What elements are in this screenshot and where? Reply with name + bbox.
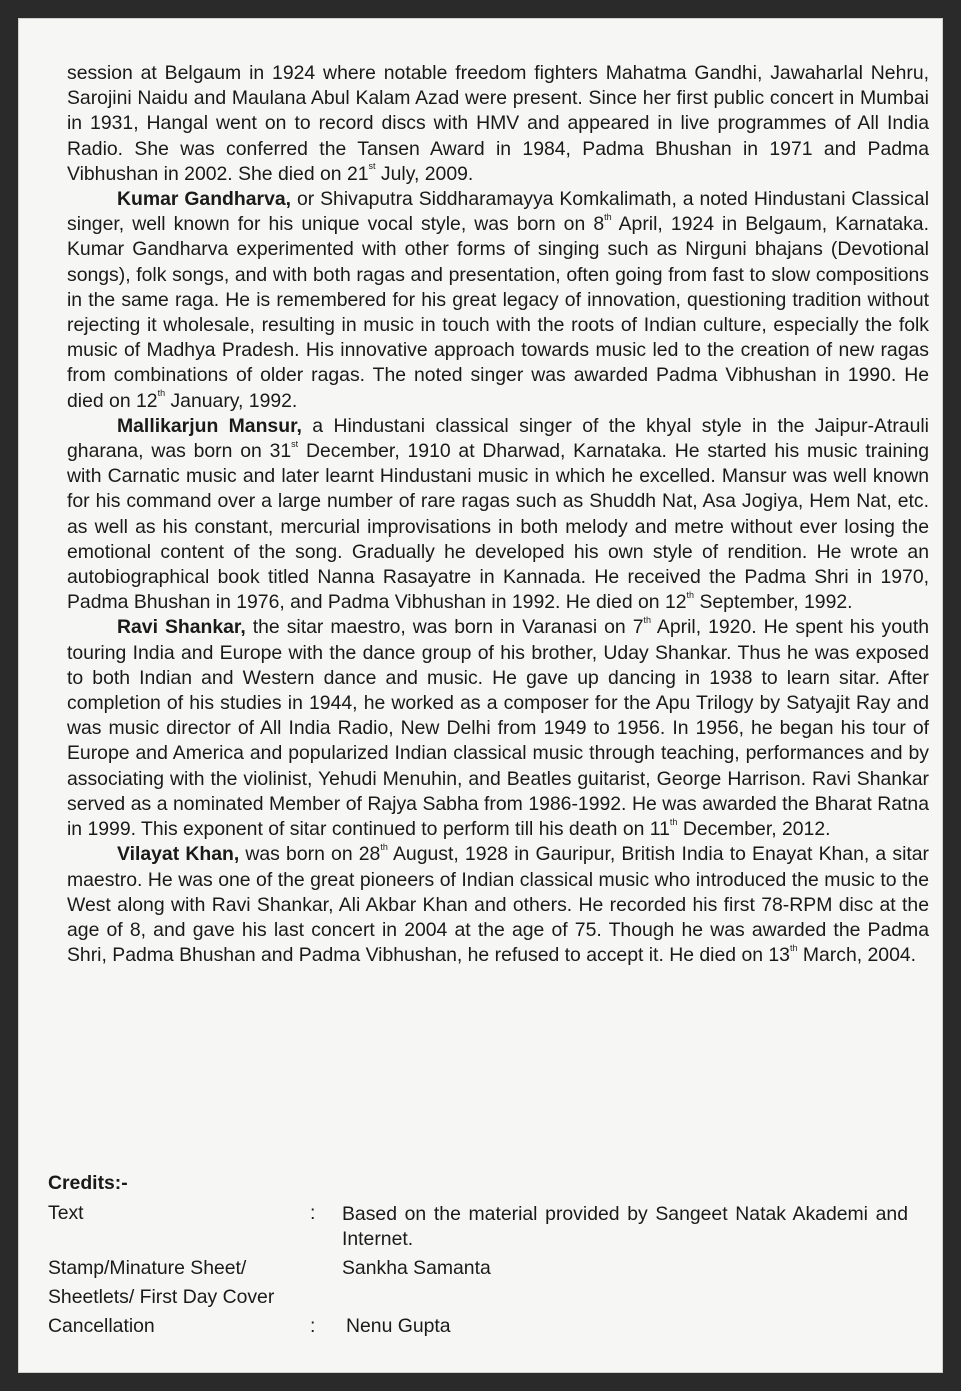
paragraph-tail: April, 1920. He spent his youth touring India and Europe with the dance group of his brother, Uday Shankar. Thus he was exposed to both Indian and Western dance and music. He gave up dancing in 1938 to learn sitar. After completion of his studies in 1944, he worked as a composer for the Apu Trilogy by Satyajit Ray and was music director of All India Radio, New Delhi from 1949 to 1956. In 1956, he began his tour of Europe and America and popularized Indian classical music through teaching, performances and by associating with the violinist, Yehudi Menuhin, and Beatles guitarist, George Harrison. Ravi Shankar served as a nominated Member of Rajya Sabha from 1986-1992. He was awarded the Bharat Ratna in 1999. This exponent of sitar continued to perform till his death on 11 — [67, 616, 929, 841]
paragraph-hangal-continued — [67, 61, 929, 187]
paragraph-tail: August, 1928 in Gauripur, British India to Enayat Khan, a sitar maestro. He was one of the great pioneers of Indian classical music who introduced the music to the West along with Ravi Shankar, Ali Akbar Khan and others. He recorded his first 78-RPM disc at the age of 8, and gave his last concert in 2004 at the age of 75. Though he was awarded the Padma Shri, Padma Bhushan and Padma Vibhushan, he refused to accept it. He died on 13 — [67, 843, 930, 967]
credit-label: Sheetlets/ First Day Cover — [48, 1286, 275, 1308]
credit-value: Nenu Gupta — [346, 1315, 451, 1337]
paragraph-tail: December, 2012. — [677, 818, 831, 841]
paragraph-text: was born on 28 — [239, 843, 381, 866]
ordinal-suffix: th — [643, 615, 652, 625]
paragraph-text: a Hindustani classical singer of the khyal style in the Jaipur-Atrauli gharana, was born on 31 — [67, 414, 929, 463]
ordinal-suffix: th — [604, 211, 612, 222]
credit-separator — [310, 1254, 342, 1283]
paragraph-text: the sitar maestro, was born in Varanasi on 7 — [245, 616, 644, 639]
paragraph-vilayat-khan — [67, 842, 929, 968]
credit-row-sheetlets — [48, 1283, 908, 1312]
paragraph-tail: September, 1992. — [694, 591, 853, 614]
paragraph-text: session at Belgaum in 1924 where notable freedom fighters Mahatma Gandhi, Jawaharlal Nehru, Sarojini Naidu and Maulana Abul Kalam Azad were present. Since her first public concert in Mumbai in 1931, Hangal went on to record discs with HMV and appeared in live programmes of All India Radio. She was conferred the Tansen Award in 1984, Padma Bhushan in 1971 and Padma Vibhushan in 2002. She died on 21 — [67, 62, 929, 185]
credit-label: Cancellation — [48, 1315, 155, 1337]
credit-row-text — [48, 1199, 908, 1252]
ordinal-suffix: st — [291, 438, 299, 449]
credit-label: Text — [48, 1202, 84, 1224]
ordinal-suffix: th — [686, 589, 695, 600]
person-name: Ravi Shankar, — [117, 616, 246, 639]
credit-separator — [310, 1283, 342, 1312]
biography-text — [67, 61, 929, 968]
credit-row-cancellation — [48, 1312, 908, 1341]
credit-value — [342, 1283, 908, 1312]
credit-label: Stamp/Minature Sheet/ — [48, 1257, 247, 1279]
credit-row-stamp — [48, 1254, 908, 1283]
paragraph-tail: July, 2009. — [375, 162, 474, 185]
credit-value: Based on the material provided by Sangeet Natak Akademi and Internet. — [342, 1203, 908, 1250]
paragraph-tail: March, 2004. — [797, 944, 917, 967]
person-name: Mallikarjun Mansur, — [117, 414, 302, 437]
credit-separator: : — [310, 1202, 316, 1224]
ordinal-suffix: th — [789, 942, 798, 953]
ordinal-suffix: th — [157, 388, 166, 399]
person-name: Kumar Gandharva, — [117, 188, 292, 211]
credits-section — [48, 1172, 908, 1341]
paragraph-kumar-gandharva — [67, 187, 929, 414]
paragraph-tail: January, 1992. — [165, 389, 298, 412]
document-sheet — [18, 18, 943, 1373]
credit-separator: : — [310, 1315, 316, 1337]
person-name: Vilayat Khan, — [117, 843, 240, 866]
paragraph-tail: December, 1910 at Dharwad, Karnataka. He started his music training with Carnatic music and later learnt Hindustani music in which he excelled. Mansur was well known for his command over a large number of rare ragas such as Shuddh Nat, Asa Jogiya, Hem Nat, etc. as well as his constant, mercurial improvisations in both melody and metre without ever losing the emotional content of the song. Gradually he developed his own style of rendition. He wrote an autobiographical book titled Nanna Rasayatre in Kannada. He received the Padma Shri in 1970, Padma Bhushan in 1976, and Padma Vibhushan in 1992. He died on 12 — [67, 440, 929, 614]
paragraph-tail: April, 1924 in Belgaum, Karnataka. Kumar Gandharva experimented with other forms of singing such as Nirguni bhajans (Devotional songs), folk songs, and with both ragas and presentation, often going from fast to slow compositions in the same raga. He is remembered for his great legacy of innovation, questioning tradition without rejecting it wholesale, resulting in music in touch with the roots of Indian culture, especially the folk music of Madhya Pradesh. His innovative approach towards music led to the creation of new ragas from combinations of older ragas. The noted singer was awarded Padma Vibhushan in 1990. He died on 12 — [67, 213, 929, 412]
paragraph-mallikarjun-mansur — [67, 414, 929, 616]
ordinal-suffix: st — [368, 161, 376, 172]
paragraph-text: or Shivaputra Siddharamayya Komkalimath, a noted Hindustani Classical singer, well known for his unique vocal style, was born on 8 — [67, 188, 929, 236]
ordinal-suffix: th — [380, 841, 388, 852]
credit-value: Sankha Samanta — [342, 1257, 491, 1279]
ordinal-suffix: th — [669, 816, 678, 827]
credits-heading: Credits:- — [48, 1172, 128, 1194]
paragraph-ravi-shankar — [67, 615, 929, 842]
